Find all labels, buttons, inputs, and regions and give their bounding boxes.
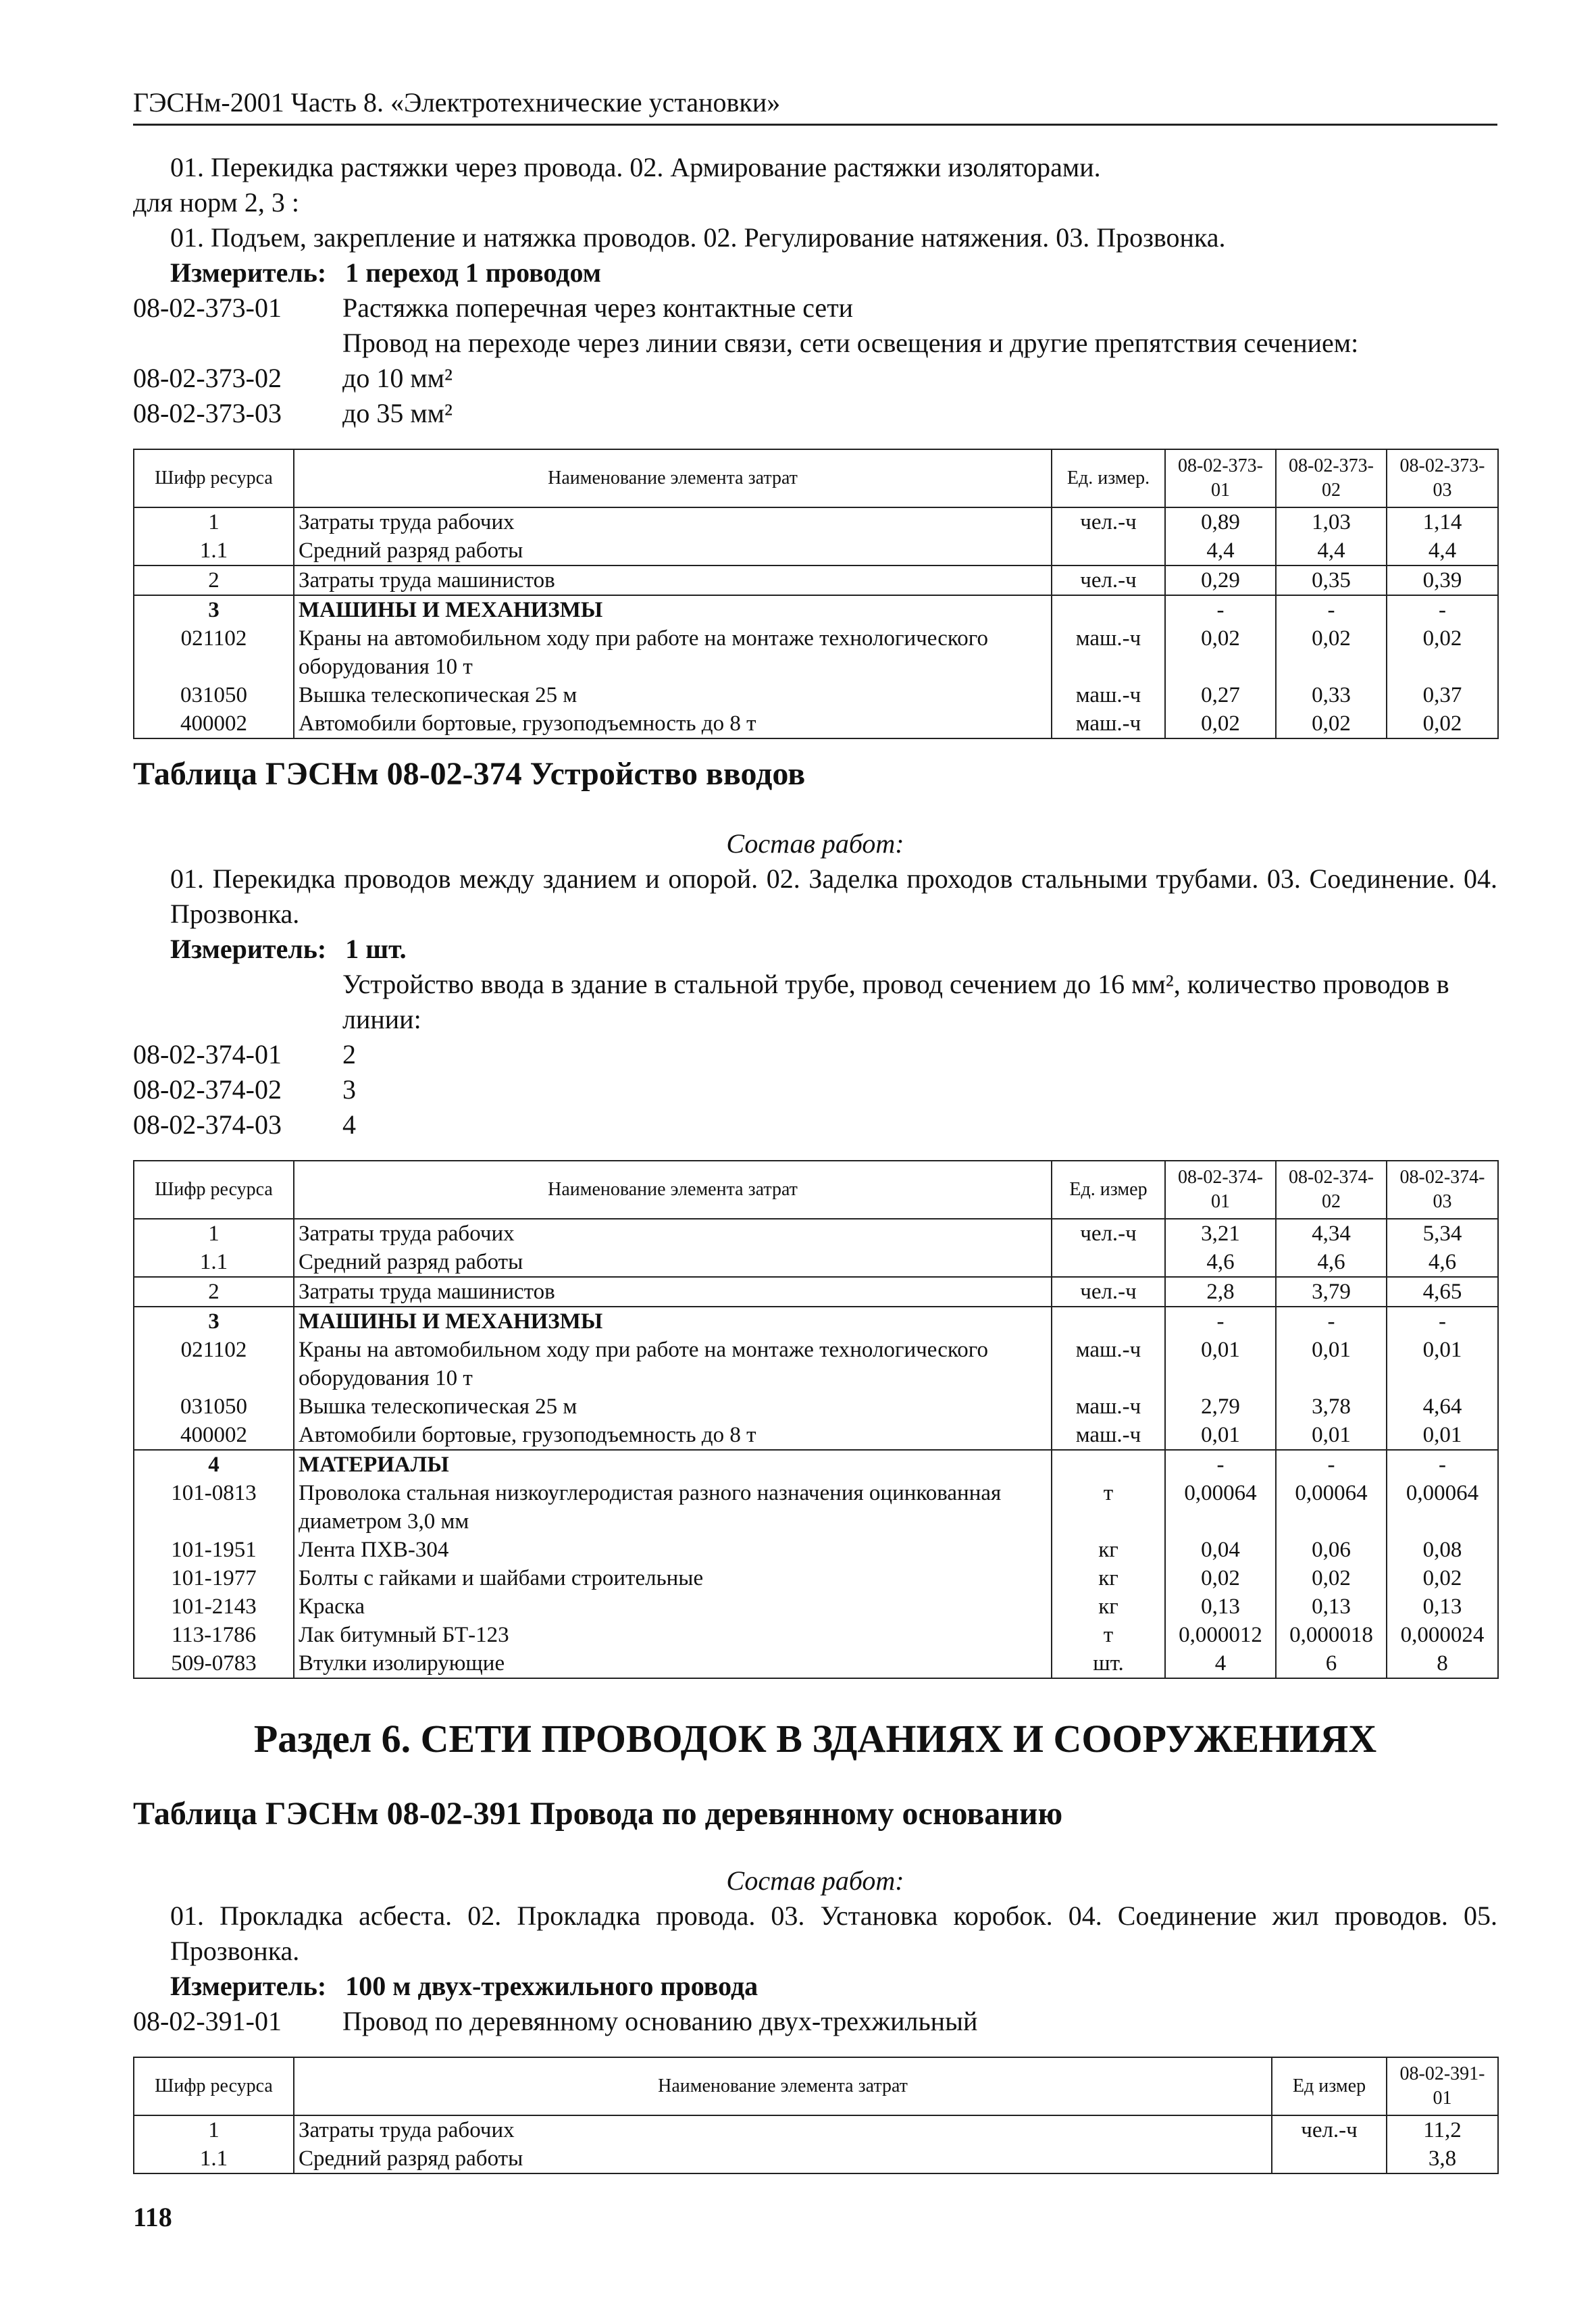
- resource-code-cell: 021102: [134, 1336, 294, 1392]
- table-row: [134, 1392, 1498, 1421]
- value-cell: -: [1165, 595, 1276, 624]
- table-row: [134, 1450, 1498, 1479]
- norm-code-list: [133, 1037, 1497, 1142]
- value-cell: -: [1276, 1450, 1387, 1479]
- value-cell: 1,14: [1387, 507, 1498, 536]
- measure-line: [133, 1969, 1497, 2004]
- unit-cell: [1052, 1450, 1165, 1479]
- cost-element-cell: МАШИНЫ И МЕХАНИЗМЫ: [294, 595, 1052, 624]
- resource-code-cell: 2: [134, 565, 294, 595]
- unit-cell: маш.-ч: [1052, 681, 1165, 709]
- table-title: Таблица ГЭСНм 08-02-391 Провода по деревянному основанию: [133, 1796, 1063, 1832]
- value-cell: 0,33: [1276, 681, 1387, 709]
- column-header: Ед. измер: [1052, 1161, 1165, 1219]
- norm-code: 08-02-373-03: [133, 398, 282, 428]
- measure-value: 1 переход 1 проводом: [345, 257, 601, 288]
- resource-code-cell: 400002: [134, 709, 294, 738]
- resource-code-cell: 1: [134, 1219, 294, 1248]
- table-row: [134, 1536, 1498, 1564]
- cost-element-cell: Затраты труда машинистов: [294, 1277, 1052, 1307]
- table-373-section: [133, 150, 1497, 739]
- unit-cell: т: [1052, 1479, 1165, 1536]
- work-description: 01. Прокладка асбеста. 02. Прокладка провода. 03. Установка коробок. 04. Соединение жил проводов. 05. Прозвонка.: [170, 1901, 1497, 1966]
- norm-code-description: 2: [342, 1039, 356, 1070]
- unit-cell: маш.-ч: [1052, 1336, 1165, 1392]
- value-cell: 4,34: [1276, 1219, 1387, 1248]
- value-cell: 0,02: [1276, 709, 1387, 738]
- norm-code-description: до 10 мм²: [342, 363, 453, 393]
- unit-cell: [1052, 1307, 1165, 1336]
- unit-cell: [1052, 1248, 1165, 1277]
- resource-code-cell: 031050: [134, 1392, 294, 1421]
- value-cell: 4,65: [1387, 1277, 1498, 1307]
- norm-code-row: [133, 1072, 1497, 1107]
- unit-cell: шт.: [1052, 1649, 1165, 1678]
- norm-code-row: [133, 2004, 1497, 2039]
- value-cell: 0,06: [1276, 1536, 1387, 1564]
- cost-element-cell: Краны на автомобильном ходу при работе на монтаже технологического оборудования 10 т: [294, 1336, 1052, 1392]
- measure-value: 100 м двух-трехжильного провода: [345, 1971, 758, 2001]
- value-cell: 0,08: [1387, 1536, 1498, 1564]
- value-cell: 3,79: [1276, 1277, 1387, 1307]
- table-row: [134, 1336, 1498, 1392]
- section-title: Раздел 6. СЕТИ ПРОВОДОК В ЗДАНИЯХ И СООРУЖЕНИЯХ: [253, 1717, 1377, 1761]
- value-cell: 0,000012: [1165, 1621, 1276, 1649]
- work-line-2: для норм 2, 3 :: [133, 187, 299, 218]
- resource-code-cell: 113-1786: [134, 1621, 294, 1649]
- unit-cell: [1272, 2144, 1387, 2173]
- work-description: 01. Перекидка проводов между зданием и опорой. 02. Заделка проходов стальными трубами. 03. Соединение. 04. Прозвонка.: [170, 863, 1497, 929]
- unit-cell: маш.-ч: [1052, 1392, 1165, 1421]
- norm-code: 08-02-391-01: [133, 2006, 282, 2036]
- running-header: ГЭСНм-2001 Часть 8. «Электротехнические установки»: [133, 86, 1497, 126]
- value-cell: 0,02: [1165, 709, 1276, 738]
- value-cell: 0,02: [1387, 624, 1498, 681]
- value-cell: 0,01: [1276, 1421, 1387, 1450]
- measure-line: [133, 932, 1497, 967]
- cost-element-cell: Втулки изолирующие: [294, 1649, 1052, 1678]
- cost-element-cell: Проволока стальная низкоуглеродистая разного назначения оцинкованная диаметром 3,0 мм: [294, 1479, 1052, 1536]
- resource-code-cell: 101-2143: [134, 1592, 294, 1621]
- value-cell: 0,89: [1165, 507, 1276, 536]
- value-cell: 4,4: [1276, 536, 1387, 565]
- value-cell: 0,01: [1387, 1336, 1498, 1392]
- column-header: Ед. измер.: [1052, 449, 1165, 507]
- norm-code: 08-02-374-02: [133, 1074, 282, 1105]
- resource-code-cell: 1.1: [134, 2144, 294, 2173]
- cost-element-cell: МАТЕРИАЛЫ: [294, 1450, 1052, 1479]
- cost-element-cell: МАШИНЫ И МЕХАНИЗМЫ: [294, 1307, 1052, 1336]
- column-header: Наименование элемента затрат: [294, 2057, 1272, 2115]
- norm-code: 08-02-374-03: [133, 1109, 282, 1140]
- value-cell: 4: [1165, 1649, 1276, 1678]
- value-cell: -: [1276, 595, 1387, 624]
- table-row: [134, 1564, 1498, 1592]
- resource-code-cell: 1: [134, 507, 294, 536]
- cost-element-cell: Средний разряд работы: [294, 1248, 1052, 1277]
- value-cell: -: [1387, 595, 1498, 624]
- norm-code-row: [133, 326, 1497, 361]
- resource-code-cell: 101-0813: [134, 1479, 294, 1536]
- value-cell: 0,29: [1165, 565, 1276, 595]
- resource-code-cell: 101-1951: [134, 1536, 294, 1564]
- value-cell: 0,37: [1387, 681, 1498, 709]
- value-cell: -: [1387, 1307, 1498, 1336]
- value-cell: 4,6: [1276, 1248, 1387, 1277]
- norm-code-description: Растяжка поперечная через контактные сети: [342, 293, 854, 323]
- resource-code-cell: 2: [134, 1277, 294, 1307]
- unit-cell: чел.-ч: [1272, 2115, 1387, 2144]
- table-row: [134, 1277, 1498, 1307]
- value-cell: 3,8: [1387, 2144, 1498, 2173]
- column-header: Ед измер: [1272, 2057, 1387, 2115]
- value-cell: 4,6: [1165, 1248, 1276, 1277]
- unit-cell: маш.-ч: [1052, 624, 1165, 681]
- column-header: Шифр ресурса: [134, 449, 294, 507]
- work-line-3: 01. Подъем, закрепление и натяжка проводов. 02. Регулирование натяжения. 03. Прозвонка.: [170, 222, 1226, 253]
- value-cell: 0,04: [1165, 1536, 1276, 1564]
- value-cell: 4,4: [1387, 536, 1498, 565]
- resource-code-cell: 021102: [134, 624, 294, 681]
- column-header: 08-02-391-01: [1387, 2057, 1498, 2115]
- unit-cell: маш.-ч: [1052, 1421, 1165, 1450]
- value-cell: 0,02: [1387, 709, 1498, 738]
- page-number: 118: [133, 2202, 172, 2232]
- value-cell: 0,01: [1165, 1421, 1276, 1450]
- cost-element-cell: Краска: [294, 1592, 1052, 1621]
- column-header: Шифр ресурса: [134, 2057, 294, 2115]
- value-cell: 0,02: [1165, 624, 1276, 681]
- table-row: [134, 681, 1498, 709]
- norm-code-list: [133, 2004, 1497, 2039]
- cost-element-cell: Средний разряд работы: [294, 2144, 1272, 2173]
- table-row: [134, 1421, 1498, 1450]
- value-cell: 0,00064: [1165, 1479, 1276, 1536]
- cost-element-cell: Затраты труда рабочих: [294, 507, 1052, 536]
- norm-code-description: 3: [342, 1074, 356, 1105]
- table-374-section: [133, 755, 1497, 1679]
- cost-element-cell: Затраты труда машинистов: [294, 565, 1052, 595]
- resource-code-cell: 101-1977: [134, 1564, 294, 1592]
- value-cell: 1,03: [1276, 507, 1387, 536]
- column-header: 08-02-374-01: [1165, 1161, 1276, 1219]
- unit-cell: чел.-ч: [1052, 1219, 1165, 1248]
- table-row: [134, 2144, 1498, 2173]
- value-cell: 0,00064: [1276, 1479, 1387, 1536]
- resource-code-cell: 3: [134, 595, 294, 624]
- table-row: [134, 2115, 1498, 2144]
- column-header: 08-02-373-02: [1276, 449, 1387, 507]
- norm-code-row: [133, 1037, 1497, 1072]
- value-cell: -: [1165, 1450, 1276, 1479]
- table-row: [134, 1307, 1498, 1336]
- value-cell: 3,21: [1165, 1219, 1276, 1248]
- norm-code: 08-02-373-02: [133, 363, 282, 393]
- column-header: 08-02-373-01: [1165, 449, 1276, 507]
- unit-cell: [1052, 536, 1165, 565]
- work-line-1: 01. Перекидка растяжки через провода. 02. Армирование растяжки изоляторами.: [170, 152, 1101, 182]
- value-cell: 0,13: [1276, 1592, 1387, 1621]
- section-6: [133, 1716, 1497, 2174]
- table-row: [134, 1649, 1498, 1678]
- measure-label: Измеритель:: [170, 1971, 327, 2001]
- cost-element-cell: Затраты труда рабочих: [294, 2115, 1272, 2144]
- cost-element-cell: Вышка телескопическая 25 м: [294, 681, 1052, 709]
- measure-label: Измеритель:: [170, 257, 327, 288]
- table-row: [134, 507, 1498, 536]
- norm-code: 08-02-373-01: [133, 293, 282, 323]
- unit-cell: кг: [1052, 1564, 1165, 1592]
- unit-cell: кг: [1052, 1536, 1165, 1564]
- norm-code-description: 4: [342, 1109, 356, 1140]
- norm-code-description: Провод на переходе через линии связи, сети освещения и другие препятствия сечением:: [342, 328, 1359, 358]
- unit-cell: чел.-ч: [1052, 565, 1165, 595]
- value-cell: 4,4: [1165, 536, 1276, 565]
- value-cell: -: [1165, 1307, 1276, 1336]
- table-row: [134, 1592, 1498, 1621]
- column-header: Наименование элемента затрат: [294, 449, 1052, 507]
- value-cell: 0,000018: [1276, 1621, 1387, 1649]
- resource-code-cell: 1: [134, 2115, 294, 2144]
- value-cell: 0,13: [1165, 1592, 1276, 1621]
- resource-code-cell: 031050: [134, 681, 294, 709]
- value-cell: 8: [1387, 1649, 1498, 1678]
- cost-element-cell: Лак битумный БТ-123: [294, 1621, 1052, 1649]
- table-row: [134, 1248, 1498, 1277]
- norm-table-391: [133, 2057, 1499, 2174]
- resource-code-cell: 509-0783: [134, 1649, 294, 1678]
- value-cell: 0,39: [1387, 565, 1498, 595]
- value-cell: 0,01: [1387, 1421, 1498, 1450]
- value-cell: 0,02: [1276, 624, 1387, 681]
- value-cell: -: [1276, 1307, 1387, 1336]
- value-cell: 6: [1276, 1649, 1387, 1678]
- resource-code-cell: 4: [134, 1450, 294, 1479]
- column-header: 08-02-374-03: [1387, 1161, 1498, 1219]
- norm-code: [133, 326, 342, 361]
- unit-cell: маш.-ч: [1052, 709, 1165, 738]
- column-header: 08-02-373-03: [1387, 449, 1498, 507]
- table-row: [134, 709, 1498, 738]
- norm-code-description: до 35 мм²: [342, 398, 453, 428]
- table-title: Таблица ГЭСНм 08-02-374 Устройство вводов: [133, 756, 806, 792]
- cost-element-cell: Вышка телескопическая 25 м: [294, 1392, 1052, 1421]
- unit-cell: чел.-ч: [1052, 507, 1165, 536]
- unit-cell: [1052, 595, 1165, 624]
- table-row: [134, 595, 1498, 624]
- norm-code-list: [133, 291, 1497, 431]
- cost-element-cell: Затраты труда рабочих: [294, 1219, 1052, 1248]
- column-header: Наименование элемента затрат: [294, 1161, 1052, 1219]
- measure-line: [133, 255, 1497, 291]
- unit-cell: т: [1052, 1621, 1165, 1649]
- table-row: [134, 1219, 1498, 1248]
- resource-code-cell: 1.1: [134, 536, 294, 565]
- norm-code-row: [133, 361, 1497, 396]
- table-row: [134, 536, 1498, 565]
- norm-code-row: [133, 291, 1497, 326]
- value-cell: 0,01: [1165, 1336, 1276, 1392]
- resource-code-cell: 3: [134, 1307, 294, 1336]
- value-cell: 4,6: [1387, 1248, 1498, 1277]
- cost-element-cell: Средний разряд работы: [294, 536, 1052, 565]
- value-cell: 3,78: [1276, 1392, 1387, 1421]
- cost-element-cell: Автомобили бортовые, грузоподъемность до 8 т: [294, 1421, 1052, 1450]
- value-cell: 0,02: [1165, 1564, 1276, 1592]
- value-cell: 11,2: [1387, 2115, 1498, 2144]
- cost-element-cell: Краны на автомобильном ходу при работе на монтаже технологического оборудования 10 т: [294, 624, 1052, 681]
- column-header: 08-02-374-02: [1276, 1161, 1387, 1219]
- table-row: [134, 565, 1498, 595]
- value-cell: -: [1387, 1450, 1498, 1479]
- table-row: [134, 624, 1498, 681]
- value-cell: 2,8: [1165, 1277, 1276, 1307]
- cost-element-cell: Болты с гайками и шайбами строительные: [294, 1564, 1052, 1592]
- composition-heading: Состав работ:: [726, 828, 904, 859]
- norm-intro: Устройство ввода в здание в стальной трубе, провод сечением до 16 мм², количество проводов в линии:: [342, 969, 1449, 1034]
- value-cell: 0,01: [1276, 1336, 1387, 1392]
- norm-code-description: Провод по деревянному основанию двух-трехжильный: [342, 2006, 978, 2036]
- column-header: Шифр ресурса: [134, 1161, 294, 1219]
- value-cell: 0,000024: [1387, 1621, 1498, 1649]
- unit-cell: кг: [1052, 1592, 1165, 1621]
- cost-element-cell: Лента ПХВ-304: [294, 1536, 1052, 1564]
- value-cell: 5,34: [1387, 1219, 1498, 1248]
- composition-heading: Состав работ:: [726, 1865, 904, 1896]
- value-cell: 0,02: [1276, 1564, 1387, 1592]
- resource-code-cell: 1.1: [134, 1248, 294, 1277]
- table-row: [134, 1479, 1498, 1536]
- measure-value: 1 шт.: [345, 934, 407, 964]
- value-cell: 0,02: [1387, 1564, 1498, 1592]
- value-cell: 0,00064: [1387, 1479, 1498, 1536]
- norm-table-373: [133, 449, 1499, 739]
- unit-cell: чел.-ч: [1052, 1277, 1165, 1307]
- norm-code-row: [133, 1107, 1497, 1142]
- cost-element-cell: Автомобили бортовые, грузоподъемность до 8 т: [294, 709, 1052, 738]
- value-cell: 4,64: [1387, 1392, 1498, 1421]
- value-cell: 2,79: [1165, 1392, 1276, 1421]
- resource-code-cell: 400002: [134, 1421, 294, 1450]
- norm-code: 08-02-374-01: [133, 1039, 282, 1070]
- value-cell: 0,35: [1276, 565, 1387, 595]
- table-row: [134, 1621, 1498, 1649]
- measure-label: Измеритель:: [170, 934, 327, 964]
- value-cell: 0,13: [1387, 1592, 1498, 1621]
- value-cell: 0,27: [1165, 681, 1276, 709]
- norm-table-374: [133, 1160, 1499, 1679]
- norm-code-row: [133, 396, 1497, 431]
